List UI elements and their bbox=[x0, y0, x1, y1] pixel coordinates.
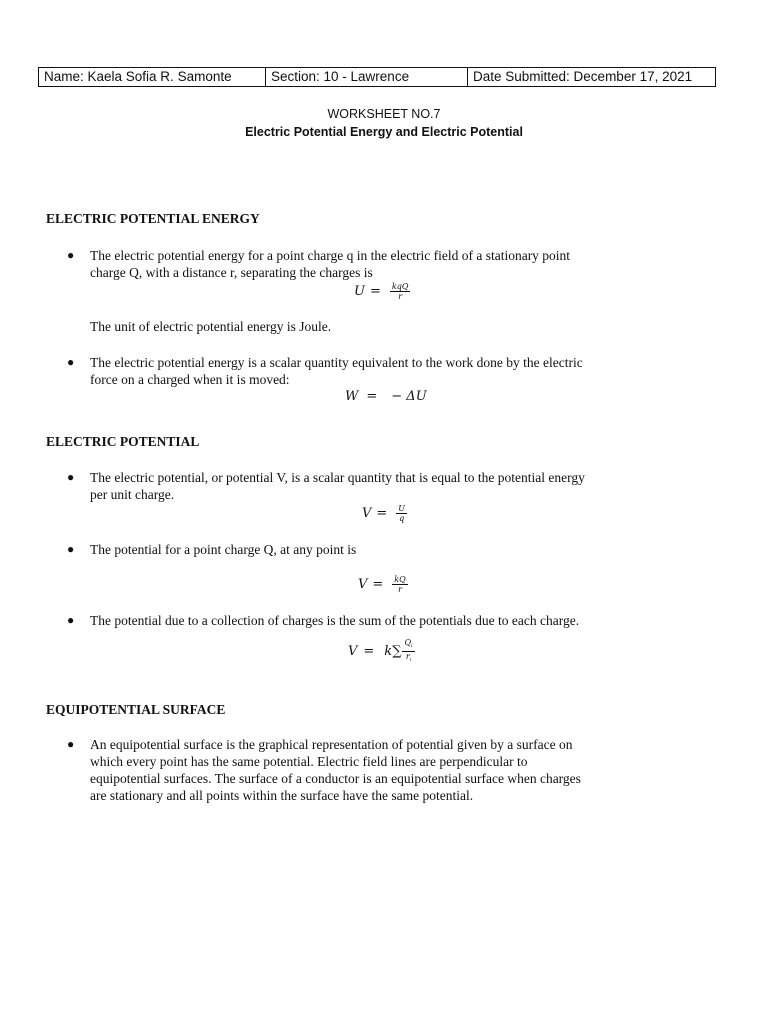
eq-numerator-var: Q bbox=[404, 638, 412, 647]
unit-note: The unit of electric potential energy is Joule. bbox=[90, 319, 332, 334]
text-line: charge Q, with a distance r, separating the charges is bbox=[90, 265, 373, 280]
text-line: per unit charge. bbox=[90, 487, 175, 502]
eq-op: = bbox=[372, 577, 384, 592]
eq-numerator: kqQ bbox=[391, 282, 409, 291]
eq-numerator: U bbox=[398, 504, 406, 513]
ep-bullet-3: The potential due to a collection of charges is the sum of the potentials due to each charge. bbox=[90, 613, 580, 628]
header-table bbox=[38, 67, 716, 87]
heading-equipotential-surface: EQUIPOTENTIAL SURFACE bbox=[46, 702, 226, 717]
bullet-icon: ● bbox=[67, 737, 75, 751]
text-line: equipotential surfaces. The surface of a conductor is an equipotential surface when charges bbox=[90, 771, 581, 786]
eq-numerator: kQ bbox=[394, 575, 406, 584]
date-submitted: Date Submitted: December 17, 2021 bbox=[473, 69, 693, 84]
student-section: Section: 10 - Lawrence bbox=[266, 68, 468, 86]
epe-bullet-1 bbox=[90, 247, 730, 281]
eqs-bullet-1 bbox=[90, 736, 730, 804]
equation-sum-potential bbox=[348, 638, 415, 665]
eq-denominator: r bbox=[398, 585, 402, 594]
eq-op: = bbox=[376, 506, 388, 521]
eq-lhs: V bbox=[358, 577, 368, 592]
text-line: The electric potential energy is a scalar quantity equivalent to the work done by the electric bbox=[90, 355, 583, 370]
equation-point-charge-potential bbox=[358, 575, 408, 594]
eq-denominator: r bbox=[398, 292, 403, 301]
bullet-icon: ● bbox=[67, 470, 75, 484]
text-line: are stationary and all points within the surface have the same potential. bbox=[90, 788, 474, 803]
sum-symbol: ∑ bbox=[392, 644, 402, 659]
equation-potential bbox=[362, 504, 407, 523]
eq-lhs: W bbox=[345, 389, 359, 404]
eq-lhs: V bbox=[348, 644, 358, 659]
text-line: The electric potential, or potential V, is a scalar quantity that is equal to the potential energy bbox=[90, 470, 585, 485]
eq-op: = bbox=[366, 389, 378, 404]
bullet-icon: ● bbox=[67, 355, 75, 369]
eq-fraction bbox=[390, 282, 411, 301]
equation-potential-energy bbox=[354, 282, 410, 301]
eq-denominator-var: r bbox=[405, 652, 410, 661]
ep-bullet-1 bbox=[90, 469, 730, 503]
eq-subscript: i bbox=[409, 657, 412, 663]
eq-lhs: V bbox=[362, 506, 372, 521]
eq-op: = bbox=[369, 284, 381, 299]
eq-numerator bbox=[402, 638, 414, 652]
eq-rhs: − ΔU bbox=[391, 389, 427, 404]
eq-denominator: q bbox=[399, 514, 405, 523]
eq-subscript: i bbox=[411, 643, 413, 649]
eq-lhs: U bbox=[354, 284, 365, 299]
ep-bullet-2: The potential for a point charge Q, at any point is bbox=[90, 542, 357, 557]
eq-k: k bbox=[384, 644, 393, 659]
student-name: Name: Kaela Sofia R. Samonte bbox=[39, 68, 266, 86]
epe-bullet-2 bbox=[90, 354, 730, 388]
bullet-icon: ● bbox=[67, 613, 75, 627]
bullet-icon: ● bbox=[67, 248, 75, 262]
eq-fraction bbox=[396, 504, 407, 523]
heading-electric-potential-energy: ELECTRIC POTENTIAL ENERGY bbox=[46, 211, 260, 226]
eq-fraction bbox=[402, 638, 414, 665]
text-line: An equipotential surface is the graphical representation of potential given by a surface on bbox=[90, 737, 573, 752]
worksheet-number: WORKSHEET NO.7 bbox=[327, 107, 441, 121]
heading-electric-potential: ELECTRIC POTENTIAL bbox=[46, 434, 200, 449]
text-line: force on a charged when it is moved: bbox=[90, 372, 290, 387]
equation-work bbox=[345, 389, 427, 404]
worksheet-title: Electric Potential Energy and Electric Potential bbox=[245, 125, 523, 139]
text-line: The electric potential energy for a point charge q in the electric field of a stationary point bbox=[90, 248, 571, 263]
bullet-icon: ● bbox=[67, 542, 75, 556]
eq-op: = bbox=[363, 644, 375, 659]
text-line: which every point has the same potential. Electric field lines are perpendicular to bbox=[90, 754, 528, 769]
eq-fraction bbox=[392, 575, 407, 594]
eq-denominator bbox=[404, 652, 413, 665]
